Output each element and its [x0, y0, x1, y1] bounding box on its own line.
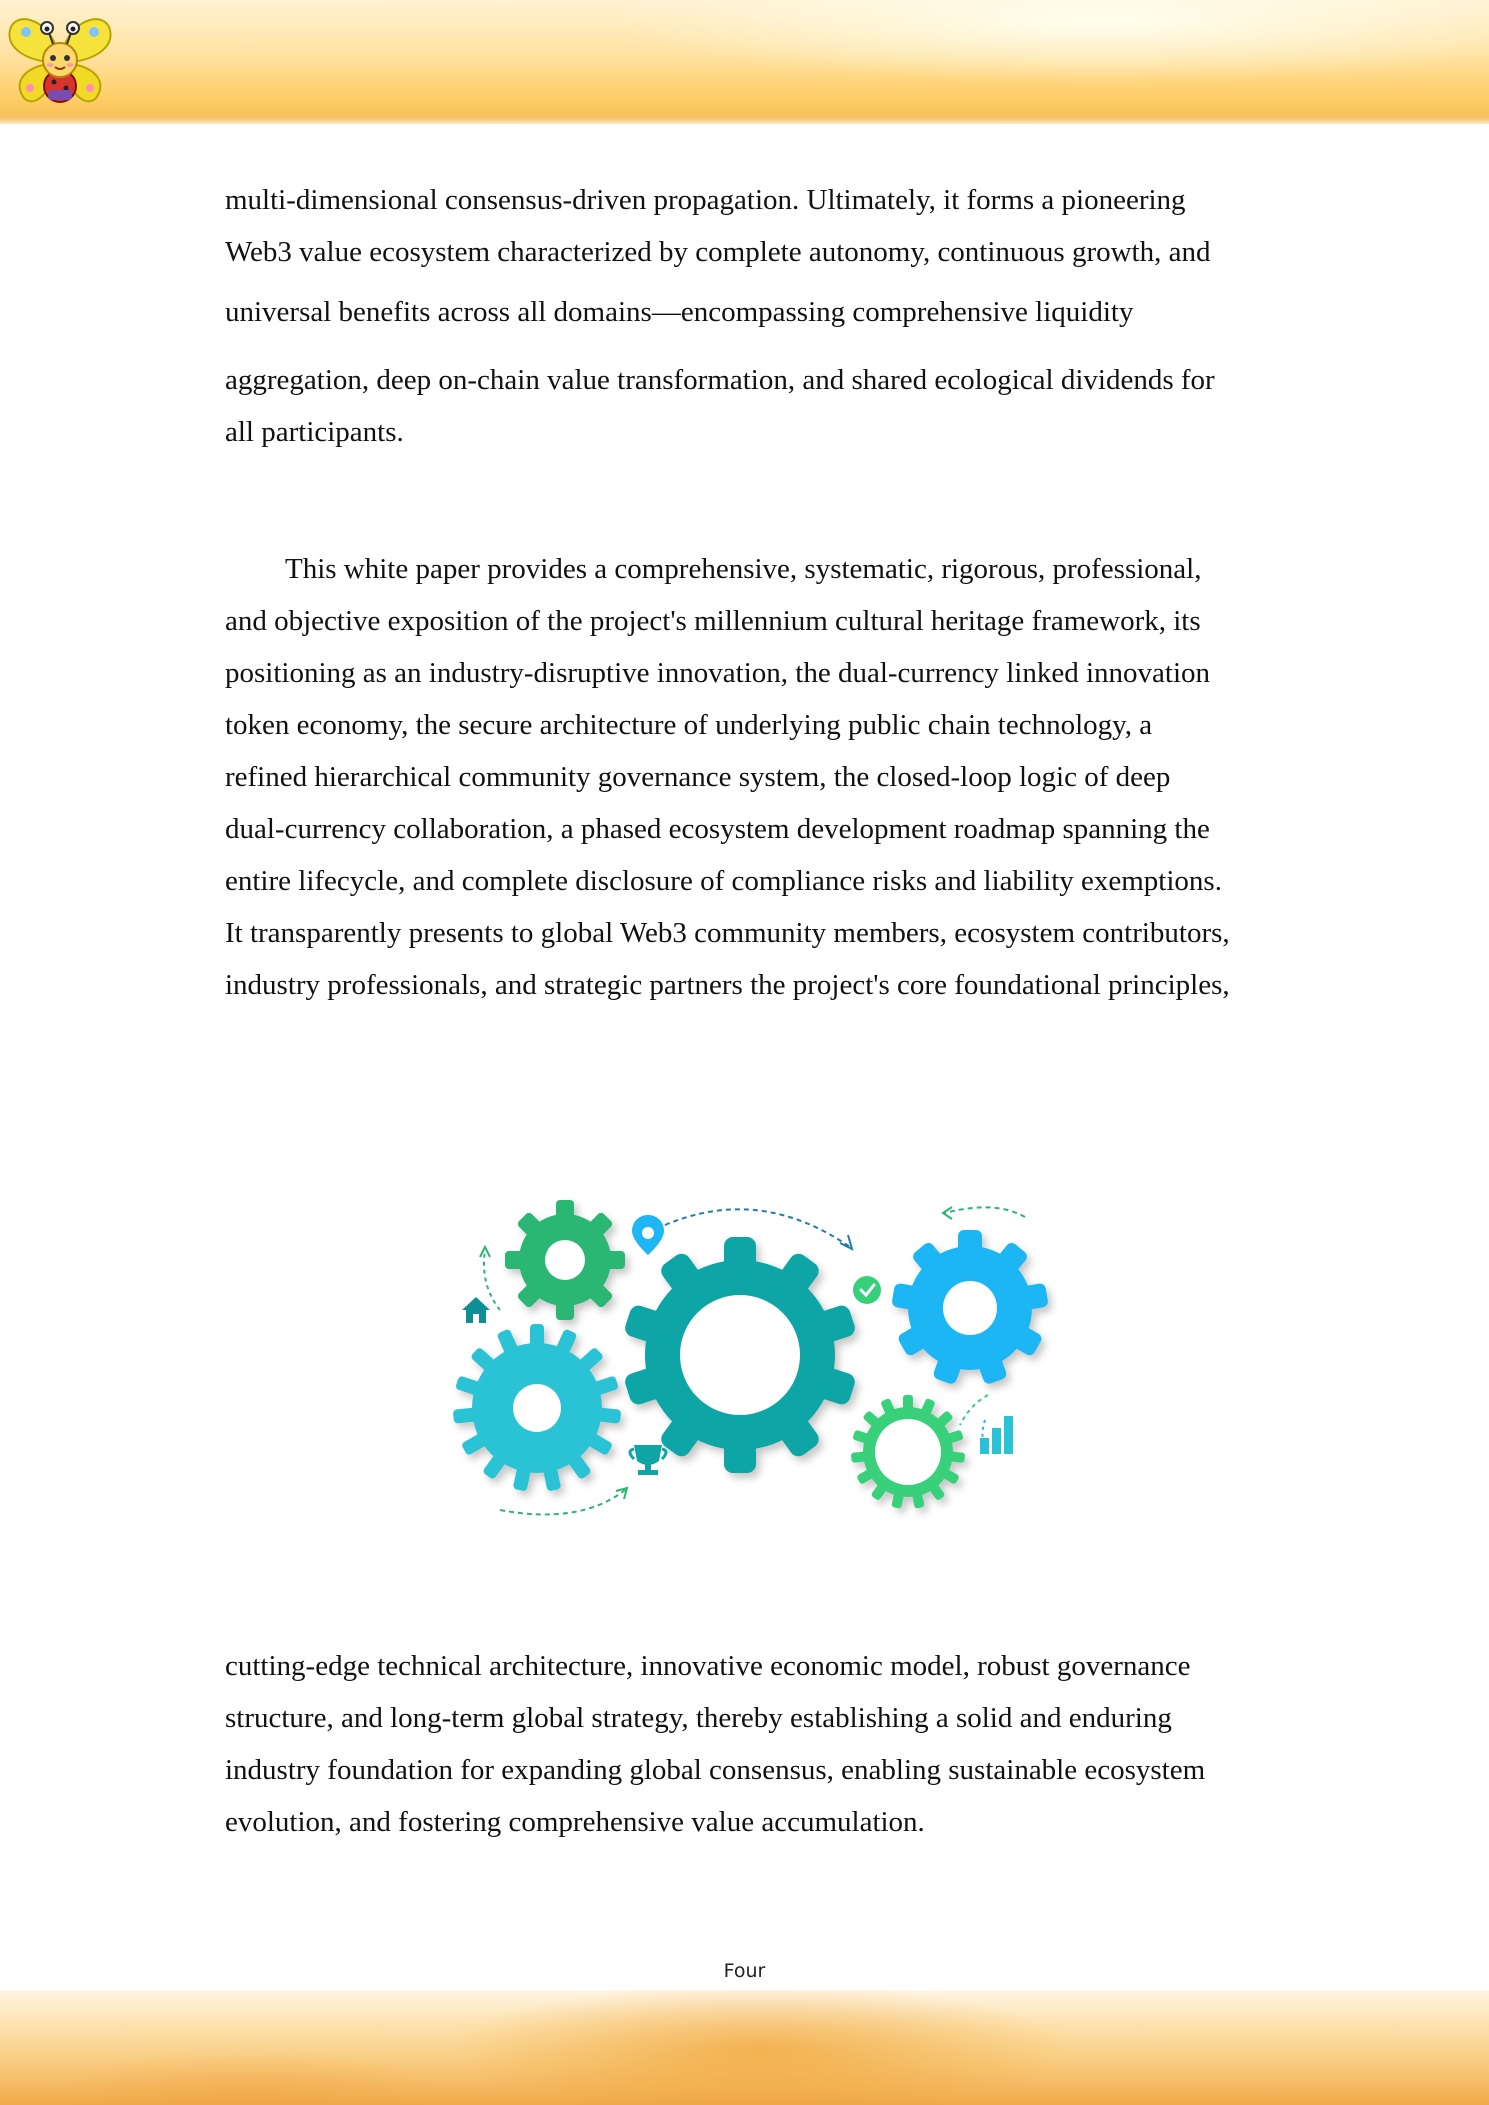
footer-band [0, 1990, 1489, 2105]
dashed-arrow-icon [665, 1209, 850, 1247]
check-badge-icon [853, 1276, 881, 1304]
text-line: evolution, and fostering comprehensive value accumulation. [225, 1806, 925, 1838]
page-number: Four [723, 1960, 766, 1982]
text-line: Web3 value ecosystem characterized by complete autonomy, continuous growth, and [225, 236, 1211, 268]
text-line: structure, and long-term global strategy, thereby establishing a solid and enduring [225, 1702, 1172, 1734]
butterfly-ladybug-mascot-icon [4, 8, 116, 108]
text-line: token economy, the secure architecture of underlying public chain technology, a [225, 709, 1153, 741]
text-line: multi-dimensional consensus-driven propagation. Ultimately, it forms a pioneering [225, 184, 1186, 216]
dashed-arrow-icon [484, 1250, 500, 1310]
text-line: industry professionals, and strategic partners the project's core foundational principles, [225, 969, 1230, 1001]
text-line: It transparently presents to global Web3 community members, ecosystem contributors, [225, 917, 1230, 949]
house-icon [462, 1297, 490, 1323]
text-line: positioning as an industry-disruptive innovation, the dual-currency linked innovation [225, 657, 1211, 689]
text-line: dual-currency collaboration, a phased ecosystem development roadmap spanning the [225, 813, 1210, 845]
dashed-arrow-icon [500, 1490, 625, 1515]
blue-gear-icon [891, 1230, 1049, 1385]
text-line: This white paper provides a comprehensive, systematic, rigorous, professional, [285, 553, 1202, 585]
text-line: entire lifecycle, and complete disclosure of compliance risks and liability exemptions. [225, 865, 1222, 897]
paragraph-white-paper-overview [225, 543, 1285, 1011]
dashed-arrow-icon [945, 1207, 1025, 1217]
text-line: universal benefits across all domains—encompassing comprehensive liquidity [225, 296, 1134, 328]
location-pin-icon [632, 1215, 664, 1255]
lightgreen-gear-icon [851, 1395, 965, 1509]
text-line: all participants. [225, 416, 404, 448]
trophy-icon [630, 1445, 666, 1475]
text-line: cutting-edge technical architecture, innovative economic model, robust governance [225, 1650, 1191, 1682]
green-gear-icon [505, 1200, 625, 1320]
cyan-gear-icon [453, 1324, 622, 1492]
text-line: aggregation, deep on-chain value transformation, and shared ecological dividends for [225, 364, 1215, 396]
text-line: and objective exposition of the project's millennium cultural heritage framework, its [225, 605, 1201, 637]
teal-gear-icon [623, 1237, 857, 1473]
text-line: refined hierarchical community governance system, the closed-loop logic of deep [225, 761, 1171, 793]
gears-illustration-icon [440, 1195, 1060, 1535]
paragraph-continuation [225, 174, 1285, 458]
header-band [0, 0, 1489, 124]
text-line: industry foundation for expanding global consensus, enabling sustainable ecosystem [225, 1754, 1206, 1786]
paragraph-conclusion [225, 1640, 1285, 1848]
